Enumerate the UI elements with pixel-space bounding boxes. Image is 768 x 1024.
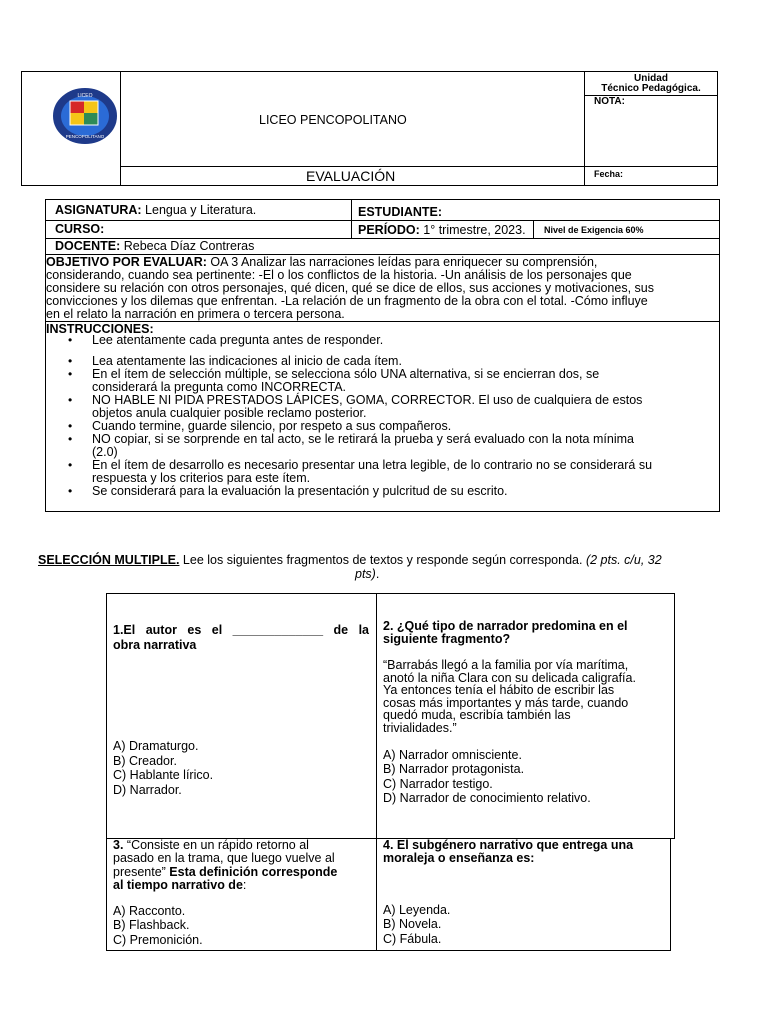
quote-line: “Barrabás llegó a la familia por vía marítima,: [383, 658, 629, 672]
periodo-value: 1° trimestre, 2023.: [419, 223, 526, 237]
instrucciones-label: INSTRUCCIONES:: [46, 322, 154, 336]
answer-option[interactable]: D) Narrador de conocimiento relativo.: [383, 791, 591, 806]
question-2: [383, 620, 668, 806]
svg-text:LICEO: LICEO: [77, 93, 93, 99]
question-prompt: presente” Esta definición corresponde: [113, 864, 338, 879]
answer-option[interactable]: B) Narrador protagonista.: [383, 762, 525, 777]
divider: [120, 166, 718, 167]
instruction-item: • NO copiar, si se sorprende en tal acto, se le retirará la prueba y será evaluado con la nota mínima (2.0): [46, 433, 718, 459]
question-prompt: 3. “Consiste en un rápido retorno al: [113, 838, 309, 852]
school-name: LICEO PENCOPOLITANO: [259, 113, 407, 127]
question-prompt: al tiempo narrativo de:: [113, 878, 247, 893]
answer-option[interactable]: A) Racconto.: [113, 903, 186, 918]
periodo-label: PERÍODO:: [358, 223, 420, 237]
objetivo-label: OBJETIVO POR EVALUAR:: [46, 255, 207, 269]
divider: [120, 71, 121, 186]
asignatura-field: [55, 203, 256, 217]
answer-option[interactable]: C) Fábula.: [383, 932, 442, 946]
question-3: [113, 839, 371, 947]
objetivo-line: OBJETIVO POR EVALUAR: OA 3 Analizar las narraciones leídas para enriquecer su comprensión,: [46, 255, 598, 269]
document-type: EVALUACIÓN: [306, 168, 396, 184]
svg-text:PENCOPOLITANO: PENCOPOLITANO: [65, 134, 105, 139]
answer-option[interactable]: B) Creador.: [113, 753, 177, 768]
section-points: (2 pts. c/u, 32: [585, 553, 662, 567]
question-prompt: siguiente fragmento?: [383, 631, 511, 646]
answer-option[interactable]: D) Narrador.: [113, 782, 182, 797]
quote-line: cosas más importantes y más tarde, cuando: [383, 695, 629, 710]
divider: [351, 199, 352, 239]
objetivo-line: convicciones y los dilemas que enfrentan. -La relación de un fragmento de la obra con el total. -Cómo influye: [46, 294, 648, 308]
objetivo-line: en el relato la narración en primera o tercera persona.: [46, 307, 345, 321]
periodo-field: [358, 223, 526, 237]
answer-option[interactable]: C) Hablante lírico.: [113, 768, 214, 783]
divider: [45, 220, 720, 221]
instruction-item: • En el ítem de desarrollo es necesario presentar una letra legible, de lo contrario no se considerará su respuesta y los criterios para este ítem.: [46, 459, 718, 485]
section-instruction: Lee los siguientes fragmentos de textos y responde según corresponda.: [179, 553, 586, 567]
docente-field: [55, 239, 254, 253]
answer-option[interactable]: C) Narrador testigo.: [383, 776, 493, 791]
divider: [106, 839, 107, 951]
nota-label: NOTA:: [594, 96, 625, 107]
school-logo: [52, 87, 118, 145]
answer-option[interactable]: A) Dramaturgo.: [113, 739, 199, 754]
objetivo-line: considere su relación con otros personajes, qué dicen, qué se dice de ellos, sus acciones y motivaciones, sus: [46, 281, 654, 295]
instruction-item: • Se considerará para la evaluación la presentación y pulcritud de su escrito.: [46, 485, 718, 498]
section-heading: [38, 553, 662, 567]
quote-line: Ya entonces tenía el hábito de escribir las: [383, 683, 615, 698]
instruction-item: • Cuando termine, guarde silencio, por respeto a sus compañeros.: [46, 420, 718, 433]
question-1: [113, 623, 369, 798]
question-prompt: 1.El autor es el _____________ de la: [113, 623, 369, 637]
quote-line: trivialidades.”: [383, 720, 457, 735]
question-prompt: moraleja o enseñanza es:: [383, 851, 535, 866]
answer-option[interactable]: C) Premonición.: [113, 932, 203, 947]
objetivo-block: [46, 256, 718, 321]
divider: [670, 839, 671, 951]
docente-label: DOCENTE:: [55, 239, 121, 253]
answer-option[interactable]: B) Flashback.: [113, 918, 190, 933]
asignatura-value: Lengua y Literatura.: [141, 203, 257, 217]
unit-subtitle: Técnico Pedagógica.: [601, 83, 701, 94]
objetivo-line: considerando, cuando sea pertinente: -El o los conflictos de la historia. -Un análisis de los personajes que: [46, 268, 632, 282]
divider: [533, 220, 534, 239]
question-4: [383, 839, 668, 947]
instruction-item: • Lee atentamente cada pregunta antes de responder.: [46, 334, 718, 347]
question-prompt: 4. El subgénero narrativo que entrega una: [383, 838, 634, 852]
answer-option[interactable]: B) Novela.: [383, 917, 442, 932]
divider: [106, 950, 671, 951]
quote-line: anotó la niña Clara con su delicada caligrafía.: [383, 670, 636, 685]
section-points-cont: pts).: [355, 567, 380, 581]
answer-option[interactable]: A) Leyenda.: [383, 902, 451, 917]
quote-line: quedó muda, escribía también las: [383, 708, 571, 723]
instruction-item: • Lea atentamente las indicaciones al inicio de cada ítem.: [46, 355, 718, 368]
instructions-list: [46, 334, 718, 498]
answer-option[interactable]: A) Narrador omnisciente.: [383, 747, 522, 762]
instruction-item: • En el ítem de selección múltiple, se selecciona sólo UNA alternativa, si se encierran dos, se considerará la pregunta como INCORRECTA.: [46, 368, 718, 394]
question-prompt: 2. ¿Qué tipo de narrador predomina en el: [383, 619, 628, 633]
question-prompt: pasado en la trama, que luego vuelve al: [113, 851, 335, 866]
question-prompt: obra narrativa: [113, 637, 197, 652]
instruction-item: • NO HABLE NI PIDA PRESTADOS LÁPICES, GOMA, CORRECTOR. El uso de cualquiera de estos objetos anula cualquier posible reclamo posterior.: [46, 394, 718, 420]
curso-label: CURSO:: [55, 222, 105, 236]
docente-value: Rebeca Díaz Contreras: [120, 239, 255, 253]
estudiante-label: ESTUDIANTE:: [358, 205, 443, 219]
unit-label: Unidad: [634, 73, 668, 84]
asignatura-label: ASIGNATURA:: [55, 203, 142, 217]
divider: [376, 593, 377, 951]
exigencia-label: Nivel de Exigencia 60%: [544, 225, 644, 235]
section-title: SELECCIÓN MULTIPLE.: [38, 553, 180, 567]
fecha-label: Fecha:: [594, 169, 624, 179]
